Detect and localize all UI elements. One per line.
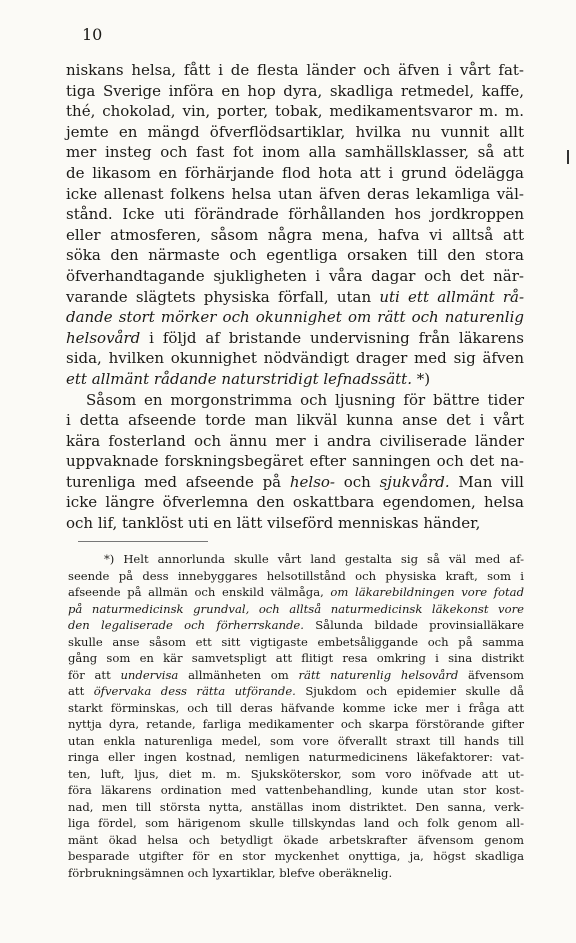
footnote-line	[68, 683, 524, 700]
footnote-line	[68, 749, 524, 766]
text-line	[66, 328, 524, 349]
text-segment: *)	[411, 369, 431, 388]
text-segment: tiga Sverige införa en hop dyra, skadliga retmedel, kaffe,	[66, 81, 524, 100]
text-segment: stånd. Icke uti förändrade förhållanden hos jordkroppen	[66, 205, 524, 224]
footnote-line	[68, 634, 524, 651]
text-line	[66, 122, 524, 143]
text-line	[66, 287, 524, 308]
text-line	[66, 142, 524, 163]
italic-text: dande stort mörker och okunnighet om rätt och naturenlig	[66, 308, 524, 327]
text-line	[66, 492, 524, 513]
text-segment: Man vill	[449, 472, 524, 491]
footnote-line	[68, 700, 524, 717]
body-text	[66, 60, 524, 534]
text-segment: ten, luft, ljus, diet m. m. Sjuksköterskor, som voro inöfvade att ut-	[68, 766, 524, 781]
italic-text: sjukvård.	[379, 472, 450, 491]
text-line	[66, 81, 524, 102]
text-segment: starkt förminskas, och till deras häfvande komme icke mer i fråga att	[68, 700, 524, 715]
text-segment: öfverhandtagande sjukligheten i våra dagar och det när-	[66, 266, 524, 285]
italic-text: om läkarebildningen vore fotad	[330, 585, 524, 599]
text-segment: utan enkla naturenliga medel, som vore öfverallt straxt till hands till	[68, 733, 524, 748]
text-line	[66, 225, 524, 246]
text-segment: för att	[68, 667, 121, 682]
text-line	[66, 184, 524, 205]
text-segment: de likasom en förhärjande flod hota att i grund ödelägga	[66, 163, 524, 182]
italic-text: den legaliserade och förherrskande.	[68, 618, 304, 632]
text-line	[66, 204, 524, 225]
footnote	[68, 551, 524, 881]
text-segment: thé, chokolad, vin, porter, tobak, medikamentsvaror m. m.	[66, 102, 524, 121]
text-segment: liga fördel, som härigenom skulle tillskyndas land och folk genom all-	[68, 816, 524, 830]
text-segment: uppvaknade forskningsbegäret efter sanningen och det na-	[66, 452, 524, 471]
footnote-line	[68, 799, 524, 816]
text-segment: äfvensom	[458, 667, 524, 682]
footnote-line	[68, 568, 524, 585]
italic-text: rätt naturenlig helsovård	[298, 667, 459, 682]
italic-text: helsovård	[66, 328, 141, 347]
text-segment: och lif, tanklöst uti en lätt vilseförd menniskas händer,	[66, 514, 481, 533]
text-segment: Sålunda bildade provinsialläkare	[303, 618, 524, 632]
text-segment: turenliga med afseende på	[66, 472, 290, 491]
text-segment: och	[335, 472, 380, 491]
text-segment: mänt ökad helsa och betydligt ökade arbetskrafter äfvensom genom	[68, 832, 524, 847]
text-segment: föra läkarens ordination med vattenbehandling, kunde utan stor kost-	[68, 783, 524, 797]
text-segment: icke allenast folkens helsa utan äfven deras lekamliga väl-	[66, 184, 524, 203]
text-segment: mer insteg och fast fot inom alla samhällsklasser, så att	[66, 143, 524, 162]
text-segment: eller atmosferen, såsom några mena, hafva vi alltså att	[66, 225, 524, 244]
footnote-line	[68, 551, 524, 568]
text-line	[66, 390, 524, 411]
italic-text: på naturmedicinsk grundval, och alltså naturmedicinsk läkekonst vore	[68, 601, 524, 616]
text-segment: Såsom en morgonstrimma och ljusning för bättre tider	[86, 390, 524, 409]
italic-text: helso-	[289, 472, 335, 491]
text-segment: allmänheten om	[178, 667, 299, 682]
text-segment: nyttja dyra, retande, farliga medikamenter och skarpa förstörande gifter	[68, 717, 524, 731]
text-segment: jemte en mängd öfverflödsartiklar, hvilka nu vunnit allt	[66, 122, 524, 141]
footnote-line	[68, 766, 524, 783]
text-segment: *) Helt annorlunda skulle vårt land gestalta sig så väl med af-	[104, 552, 524, 566]
text-segment: besparade utgifter för en stor myckenhet onyttiga, ja, högst skadliga	[68, 849, 524, 863]
footnote-line	[68, 584, 524, 601]
footnote-separator	[78, 541, 208, 542]
text-segment: kära fosterland och ännu mer i andra civiliserade länder	[66, 431, 524, 450]
italic-text: öfvervaka dess rätta utförande.	[93, 684, 296, 698]
italic-text: ett allmänt rådande naturstridigt lefnadssätt.	[66, 369, 412, 388]
text-segment: att	[68, 684, 94, 698]
text-line	[66, 101, 524, 122]
text-line	[66, 245, 524, 266]
text-line	[66, 348, 524, 369]
text-segment: i följd af bristande undervisning från läkarens	[140, 328, 524, 347]
text-segment: i detta afseende torde man likväl kunna anse det i vårt	[66, 411, 524, 430]
text-segment: sida, hvilken okunnighet nödvändigt drager med sig äfven	[66, 349, 524, 368]
text-segment: varande slägtets physiska förfall, utan	[66, 287, 380, 306]
text-segment: icke längre öfverlemna den oskattbara egendomen, helsa	[66, 493, 524, 512]
text-segment: ringa eller ingen kostnad, nemligen naturmedicinens läkefaktorer: vat-	[68, 750, 524, 764]
text-line	[66, 513, 524, 534]
footnote-line	[68, 782, 524, 799]
text-line	[66, 163, 524, 184]
text-segment: niskans helsa, fått i de flesta länder och äfven i vårt fat-	[66, 61, 524, 79]
text-segment: Sjukdom och epidemier skulle då	[295, 684, 524, 698]
footnote-line	[68, 617, 524, 634]
page-number: 10	[82, 25, 103, 44]
italic-text: undervisa	[120, 667, 179, 682]
footnote-line	[68, 865, 524, 882]
text-segment: gång som en kär samvetspligt att flitigt resa omkring i sina distrikt	[68, 651, 524, 665]
text-segment: söka den närmaste och egentliga orsaken till den stora	[66, 246, 524, 265]
footnote-line	[68, 667, 524, 684]
text-line	[66, 307, 524, 328]
text-line	[66, 410, 524, 431]
text-line	[66, 451, 524, 472]
footnote-line	[68, 601, 524, 618]
text-line	[66, 60, 524, 81]
text-line	[66, 369, 524, 390]
footnote-line	[68, 650, 524, 667]
text-segment: nad, men till största nytta, anställas inom distriktet. Den sanna, verk-	[68, 799, 524, 814]
text-segment: seende på dess innebyggares helsotillstånd och physiska kraft, som i	[68, 568, 524, 583]
text-line	[66, 472, 524, 493]
text-segment: skulle anse såsom ett sitt vigtigaste embetsåliggande och på samma	[68, 634, 524, 649]
text-line	[66, 266, 524, 287]
margin-mark	[567, 150, 569, 164]
footnote-line	[68, 815, 524, 832]
footnote-line	[68, 832, 524, 849]
footnote-line	[68, 848, 524, 865]
footnote-line	[68, 716, 524, 733]
footnote-line	[68, 733, 524, 750]
text-segment: afseende på allmän och enskild välmåga,	[68, 585, 331, 599]
italic-text: uti ett allmänt rå-	[379, 287, 525, 306]
text-segment: förbrukningsämnen och lyxartiklar, blefve oberäknelig.	[68, 865, 393, 880]
text-line	[66, 431, 524, 452]
